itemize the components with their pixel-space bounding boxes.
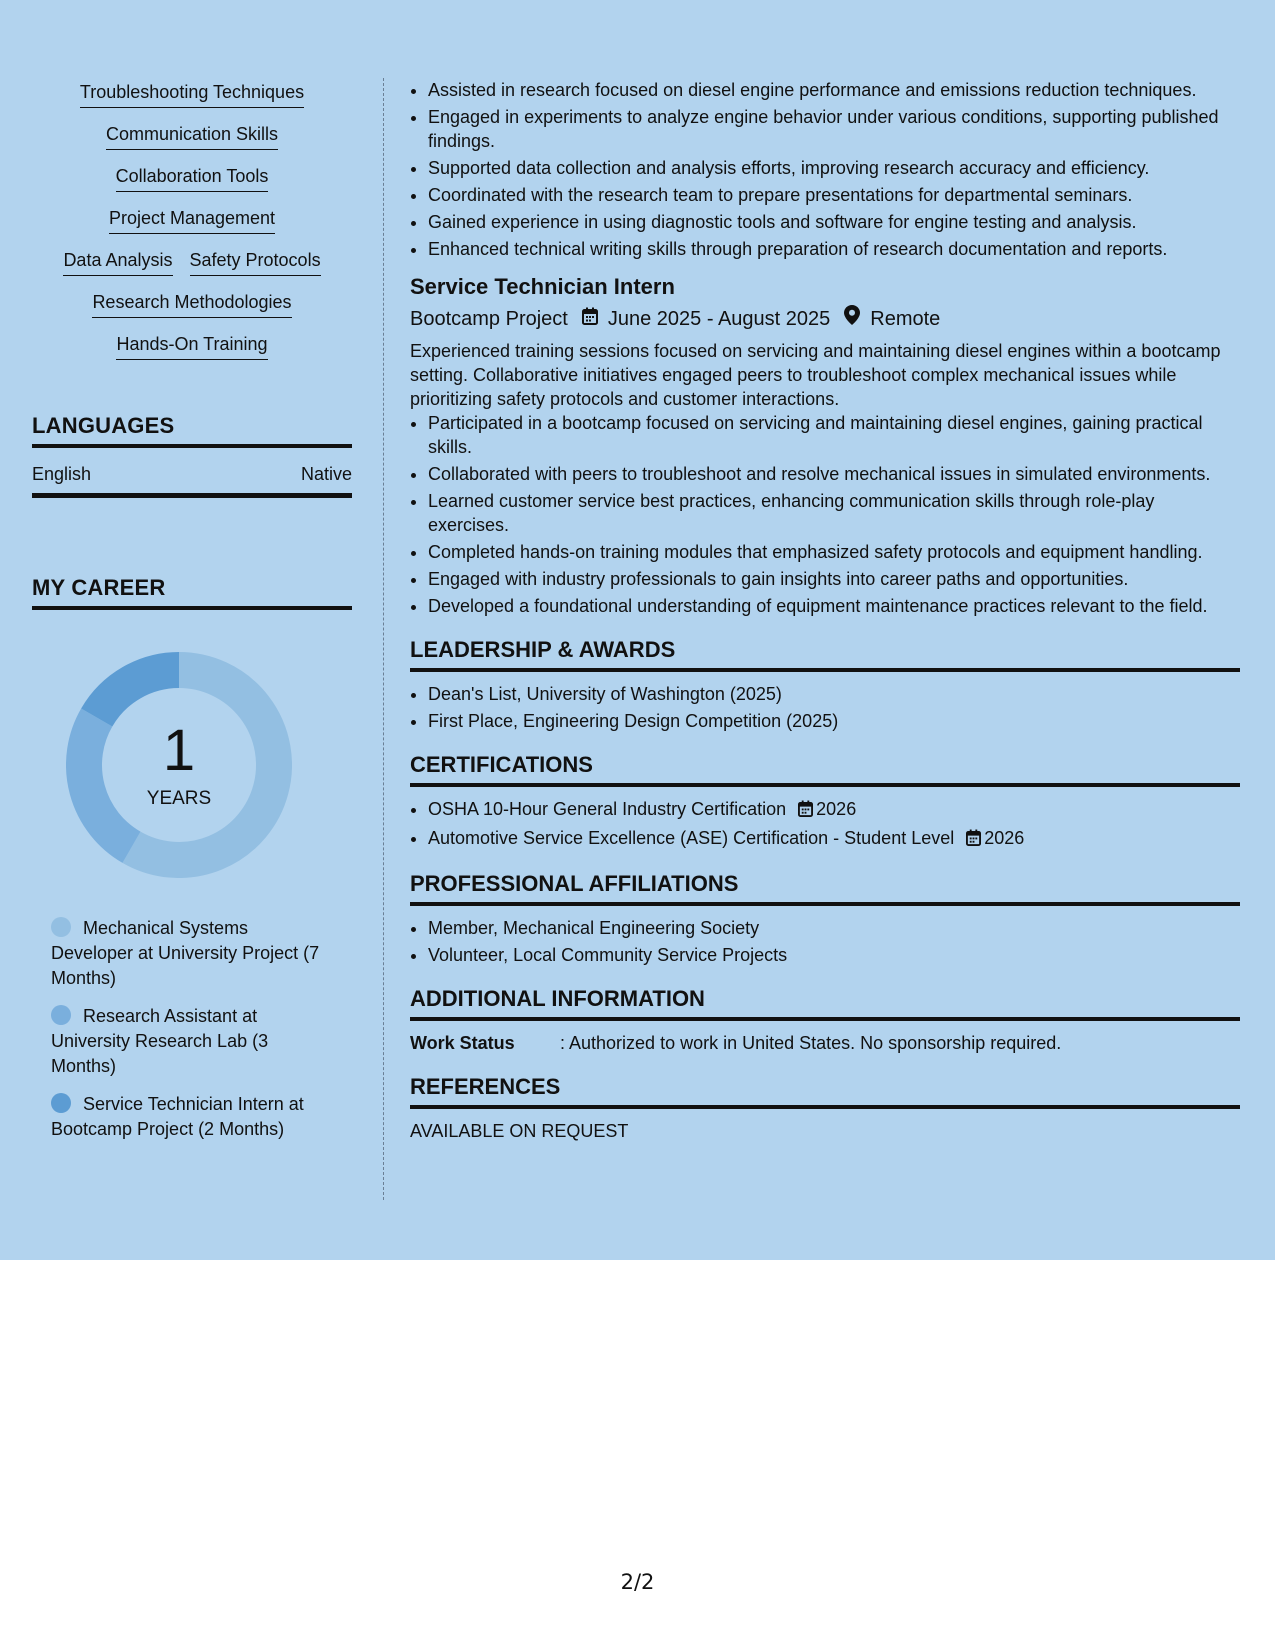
leadership-list xyxy=(410,682,1240,733)
list-item: • Collaborated with peers to troubleshoot and resolve mechanical issues in simulated environments. xyxy=(428,462,1240,486)
skill-item: Research Methodologies xyxy=(92,290,291,318)
cert-name: Automotive Service Excellence (ASE) Certification - Student Level xyxy=(428,828,955,848)
legend-dot xyxy=(51,1093,71,1113)
legend-label: Research Assistant at University Research Lab (3 Months) xyxy=(51,1006,269,1076)
career-total-value: 1 xyxy=(162,718,196,783)
legend-label: Mechanical Systems Developer at University Project (7 Months) xyxy=(51,918,320,988)
list-item: • First Place, Engineering Design Competition (2025) xyxy=(428,709,1240,733)
additional-info-heading: ADDITIONAL INFORMATION xyxy=(410,985,1240,1021)
job-meta xyxy=(410,305,1240,333)
skill-item: Troubleshooting Techniques xyxy=(80,80,304,108)
certifications-list xyxy=(410,797,1240,852)
location-pin-icon xyxy=(844,305,860,333)
donut-center xyxy=(66,652,292,878)
list-item: • Participated in a bootcamp focused on servicing and maintaining diesel engines, gaining practical skills. xyxy=(428,411,1240,459)
job-description: Experienced training sessions focused on servicing and maintaining diesel engines within a bootcamp setting. Collaborative initiatives engaged peers to troubleshoot complex mechanical issues while prioritizing safety protocols and customer interactions. xyxy=(410,341,1221,409)
right-column xyxy=(410,78,1240,1143)
career-legend xyxy=(51,916,321,1142)
list-item: • Assisted in research focused on diesel engine performance and emissions reduction techniques. xyxy=(428,78,1240,102)
skill-item: Safety Protocols xyxy=(190,248,321,276)
calendar-icon xyxy=(798,799,813,823)
column-divider xyxy=(383,78,384,1200)
previous-job-bullets xyxy=(410,78,1240,261)
legend-label: Service Technician Intern at Bootcamp Project (2 Months) xyxy=(51,1094,304,1139)
language-level: Native xyxy=(300,464,352,484)
career-donut-chart xyxy=(66,652,292,878)
legend-item xyxy=(51,1092,321,1142)
legend-item xyxy=(51,916,321,991)
skills-list xyxy=(32,80,352,360)
list-item: • Coordinated with the research team to prepare presentations for departmental seminars. xyxy=(428,183,1240,207)
certifications-heading: CERTIFICATIONS xyxy=(410,751,1240,787)
list-item xyxy=(428,797,1240,823)
left-column xyxy=(32,80,352,1155)
list-item: • Learned customer service best practices, enhancing communication skills through role-play exercises. xyxy=(428,489,1240,537)
job-title: Service Technician Intern xyxy=(410,274,675,299)
references-text: AVAILABLE ON REQUEST xyxy=(410,1121,629,1141)
legend-dot xyxy=(51,1005,71,1025)
cert-year: 2026 xyxy=(984,828,1025,848)
list-item: • Dean's List, University of Washington (2025) xyxy=(428,682,1240,706)
skill-item: Communication Skills xyxy=(106,122,278,150)
list-item: • Gained experience in using diagnostic tools and software for engine testing and analysis. xyxy=(428,210,1240,234)
language-row xyxy=(32,464,352,498)
page-number: 2/2 xyxy=(620,1570,655,1594)
list-item: • Volunteer, Local Community Service Projects xyxy=(428,943,1240,967)
list-item: • Engaged in experiments to analyze engine behavior under various conditions, supporting published findings. xyxy=(428,105,1240,153)
references-heading: REFERENCES xyxy=(410,1073,1240,1109)
work-status-label: Work Status xyxy=(410,1033,515,1053)
leadership-heading: LEADERSHIP & AWARDS xyxy=(410,636,1240,672)
cert-date xyxy=(798,799,856,819)
skill-item: Collaboration Tools xyxy=(116,164,269,192)
skill-item: Hands-On Training xyxy=(116,332,267,360)
job-bullets xyxy=(410,411,1240,618)
work-status-row xyxy=(410,1031,1240,1055)
career-total-unit: YEARS xyxy=(146,788,212,809)
list-item: • Supported data collection and analysis efforts, improving research accuracy and efficiency. xyxy=(428,156,1240,180)
skill-item: Project Management xyxy=(109,206,275,234)
cert-name: OSHA 10-Hour General Industry Certification xyxy=(428,799,787,819)
affiliations-list xyxy=(410,916,1240,967)
legend-dot xyxy=(51,917,71,937)
job-company: Bootcamp Project xyxy=(410,308,568,330)
career-heading: MY CAREER xyxy=(32,574,352,610)
work-status-value: : Authorized to work in United States. No sponsorship required. xyxy=(560,1033,1062,1053)
affiliations-heading: PROFESSIONAL AFFILIATIONS xyxy=(410,870,1240,906)
list-item: • Developed a foundational understanding of equipment maintenance practices relevant to the field. xyxy=(428,594,1240,618)
skill-item: Data Analysis xyxy=(63,248,172,276)
language-name: English xyxy=(32,464,92,484)
list-item: • Engaged with industry professionals to gain insights into career paths and opportunities. xyxy=(428,567,1240,591)
calendar-icon xyxy=(966,828,981,852)
list-item: • Completed hands-on training modules that emphasized safety protocols and equipment handling. xyxy=(428,540,1240,564)
job-dates: June 2025 - August 2025 xyxy=(607,308,831,330)
cert-date xyxy=(966,828,1024,848)
cert-year: 2026 xyxy=(816,799,857,819)
calendar-icon xyxy=(582,305,598,333)
legend-item xyxy=(51,1004,321,1079)
languages-heading: LANGUAGES xyxy=(32,412,352,448)
list-item: • Enhanced technical writing skills through preparation of research documentation and reports. xyxy=(428,237,1240,261)
list-item xyxy=(428,826,1240,852)
job-location: Remote xyxy=(870,308,941,330)
list-item: • Member, Mechanical Engineering Society xyxy=(428,916,1240,940)
